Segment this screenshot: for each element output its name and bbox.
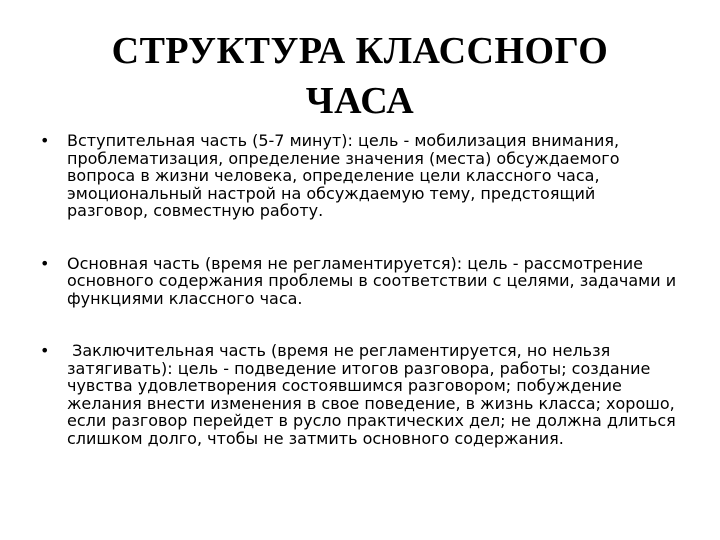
bullet-item-introduction — [40, 132, 680, 220]
slide-title — [60, 26, 660, 126]
bullet-text-conclusion: Заключительная часть (время не регламентируется, но нельзя затягивать): цель - подведение итогов разговора, работы; создание чувства удовлетворения состоявшимся разговором; побуждение желания внести изменения в свое поведение, в жизнь класса; хорошо, если разговор перейдет в русло практических дел; не должна длиться слишком долго, чтобы не затмить основного содержания. — [67, 341, 681, 448]
slide-title-line2: ЧАСА — [305, 80, 415, 122]
bullet-list — [40, 132, 680, 447]
slide-title-line1: СТРУКТУРА КЛАССНОГО — [111, 30, 609, 72]
bullet-text-introduction: Вступительная часть (5-7 минут): цель - мобилизация внимания, проблематизация, определение значения (места) обсуждаемого вопроса в жизни человека, определение цели классного часа, эмоциональный настрой на обсуждаемую тему, предстоящий разговор, совместную работу. — [67, 131, 625, 220]
bullet-text-main-part: Основная часть (время не регламентируется): цель - рассмотрение основного содержания проблемы в соответствии с целями, задачами и функциями классного часа. — [67, 253, 682, 308]
bullet-dot-icon: • — [40, 253, 50, 273]
bullet-dot-icon: • — [40, 341, 50, 360]
bullet-dot-icon: • — [40, 131, 50, 150]
bullet-item-main-part — [40, 255, 680, 308]
bullet-item-conclusion — [40, 342, 680, 447]
